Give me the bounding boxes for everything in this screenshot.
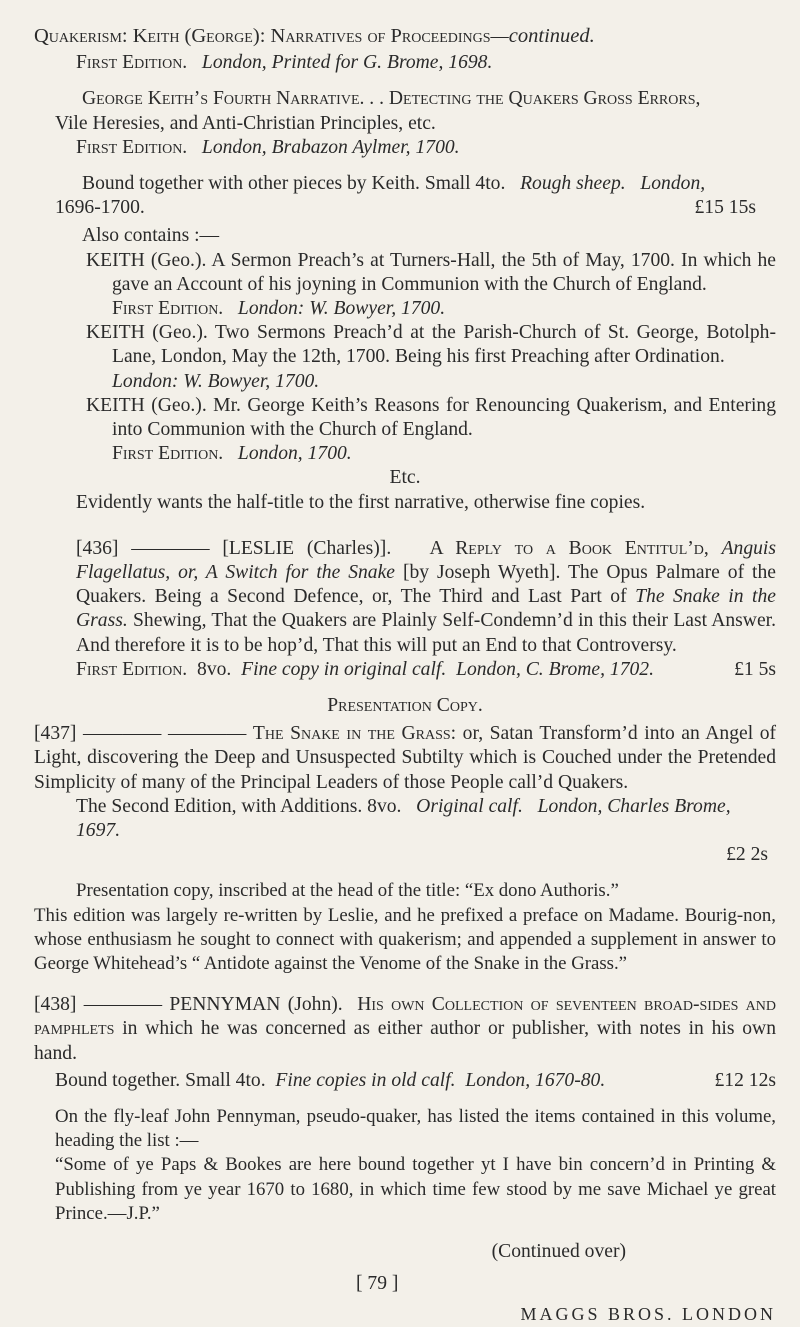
contents-item (34, 394, 776, 442)
entry-number: [436] (76, 537, 119, 559)
entry-title: A Reply to a Book Entitul’d, (429, 537, 709, 559)
fourth-narrative-title: George Keith’s Fourth Narrative. . . Detecting the Quakers Gross Errors, (82, 88, 701, 110)
bound-text: Bound together with other pieces by Keith. Small 4to. (82, 173, 506, 195)
author: Keith (George) (132, 25, 260, 47)
title-line (34, 87, 776, 111)
entry-author: PENNYMAN (John). (169, 994, 343, 1016)
contents-text: KEITH (Geo.). Two Sermons Preach’d at the Parish-Church of St. George, Botolph-Lane, London, May the 12th, 1700. Being his first Preaching after Ordination. (86, 322, 776, 368)
edition-label: First Edition. (76, 52, 188, 74)
continued-label: —continued. (490, 25, 595, 47)
price: £15 15s (694, 197, 756, 219)
quote: “Some of ye Paps & Bookes are here bound together yt I have bin concern’d in Printing & Publishing from ye year 1670 to 1680, in which time few stood by me save Michael ye great Prince.—J.P.” (55, 1154, 776, 1224)
entry-title-italic: Anguis Flagellatus, or, A Switch for the Snake (76, 537, 777, 584)
entry-438-bound: Bound together. Small 4to. Fine copies in old calf. London, 1670-80. £12 12s (34, 1069, 776, 1093)
entry-number: [437] (34, 723, 77, 745)
contents-edition: London: W. Bowyer, 1700. (112, 370, 320, 392)
continued-over: (Continued over) (491, 1240, 626, 1262)
note: On the fly-leaf John Pennyman, pseudo-quaker, has listed the items contained in this volume, heading the list :— (55, 1105, 776, 1152)
contents-edition: First Edition. London: W. Bowyer, 1700. (112, 298, 446, 320)
edition-label: First Edition. (76, 136, 188, 158)
etc: Etc. (389, 467, 421, 489)
contents-text: KEITH (Geo.). A Sermon Preach’s at Turners-Hall, the 5th of May, 1700. In which he gave an Account of his joyning in Communion with the Church of England. (86, 249, 776, 295)
edition-line-2 (34, 136, 776, 160)
publisher-imprint: MAGGS BROS. LONDON (520, 1304, 776, 1325)
entry-title: His own Collection of seventeen broad-sides and pamphlets (34, 994, 777, 1040)
also-contains: Also contains :— (82, 225, 220, 247)
note: Evidently wants the half-title to the first narrative, otherwise fine copies. (76, 491, 646, 513)
presentation-heading: Presentation Copy. (327, 695, 483, 717)
entry-438: [438] ———— PENNYMAN (John). His own Collection of seventeen broad-sides and pamphlets in which he was concerned as either author or publisher, with notes in his own hand. (34, 994, 777, 1064)
bound-line (34, 172, 776, 196)
note: Presentation copy, inscribed at the head of the title: “Ex dono Authoris.” (76, 880, 619, 902)
price: £12 12s (714, 1069, 776, 1091)
place: London, (640, 173, 706, 195)
title-line-2: Vile Heresies, and Anti-Christian Principles, etc. (55, 112, 436, 134)
price: £1 5s (734, 658, 776, 680)
ditto-dash: ———— (131, 537, 210, 559)
entry-author: [LESLIE (Charles)]. (222, 537, 392, 559)
entry-437-edition: The Second Edition, with Additions. 8vo. Original calf. London, Charles Brome, 1697. (76, 795, 731, 842)
ditto-dash: ———— (83, 994, 163, 1016)
page-number: [ 79 ] (356, 1273, 399, 1295)
running-header: Quakerism: Keith (George): Narratives of Proceedings—continued. (34, 25, 595, 47)
contents-text: KEITH (Geo.). Mr. George Keith’s Reasons for Renouncing Quakerism, and Entering into Communion with the Church of England. (86, 394, 776, 441)
topic: Narratives of Proceedings (270, 25, 491, 47)
contents-item (34, 249, 776, 297)
edition-line (34, 51, 776, 75)
dates-line (34, 196, 776, 220)
imprint: London, Brabazon Aylmer, 1700. (201, 136, 460, 158)
note: This edition was largely re-written by Leslie, and he prefixed a preface on Madame. Bourig-non, whose enthusiasm he sought to connect with quakerism; and appended a supplement in answer to George Whitehead’s “ Antidote against the Venome of the Snake in the Grass.” (34, 904, 776, 974)
dates: 1696-1700. (55, 197, 145, 219)
entry-number: [438] (34, 994, 77, 1016)
binding: Rough sheep. (520, 173, 626, 195)
ditto-dash: ———— ———— (83, 723, 247, 745)
imprint: London, Printed for G. Brome, 1698. (201, 52, 493, 74)
contents-edition: First Edition. London, 1700. (112, 443, 352, 465)
entry-436: [436] ———— [LESLIE (Charles)]. A Reply to a Book Entitul’d, Anguis Flagellatus, or, A Switch for the Snake [by Joseph Wyeth]. The Opus Palmare of the Quakers. Being a Second Defence, or, The Third and Last Part of The Snake in the Grass. Shewing, That the Quakers are Plainly Self-Condemn’d in this their Last Answer. And therefore it is to be hop’d, That this will put an End to that Controversy. (76, 537, 777, 656)
entry-437-price-line (34, 843, 776, 867)
subject: Quakerism (34, 25, 122, 47)
entry-437: [437] ———— ———— The Snake in the Grass: or, Satan Transform’d into an Angel of Light, discovering the Deep and Unsuspected Subtilty which is Couched under the Pretended Simplicity of many of the Principal Leaders of those People call’d Quakers. (34, 723, 777, 793)
entry-436-edition: First Edition. 8vo. Fine copy in original calf. London, C. Brome, 1702. £1 5s (34, 658, 776, 682)
entry-title: The Snake in the Grass: (252, 723, 457, 745)
contents-item (34, 321, 776, 369)
price: £2 2s (726, 844, 768, 866)
